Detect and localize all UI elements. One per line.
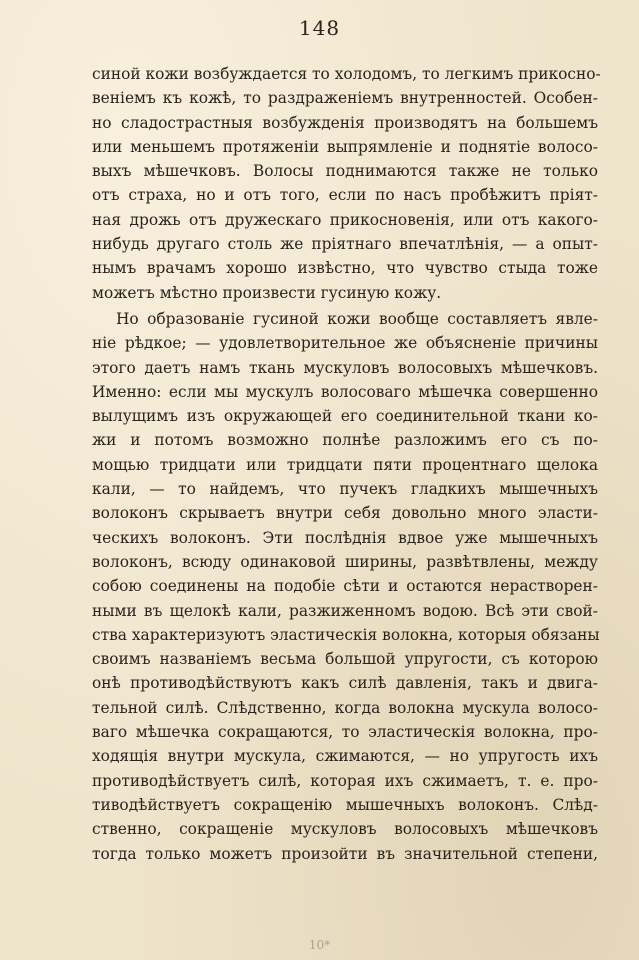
text-line: ными въ щелокѣ кали, разжиженномъ водою. Всѣ эти свой- — [92, 601, 598, 620]
text-line: волоконъ скрываетъ внутри себя довольно много эласти- — [92, 504, 598, 523]
signature-mark: 10* — [308, 938, 331, 952]
text-line: Но образованiе гусиной кожи вообще составляетъ явле- — [116, 309, 598, 328]
paragraph-2 — [92, 307, 598, 866]
text-line: противодѣйствуетъ силѣ, которая ихъ сжимаетъ, т. е. про- — [92, 771, 598, 790]
text-line: венiемъ къ кожѣ, то раздраженiемъ внутренностей. Особен- — [92, 89, 598, 108]
text-line: нибудь другаго столь же прiятнаго впечатлѣнiя, — а опыт- — [92, 235, 598, 254]
text-line: нiе рѣдкое; — удовлетворительное же объясненiе причины — [92, 334, 598, 353]
text-line: жи и потомъ возможно полнѣе разложимъ его съ по- — [92, 431, 598, 450]
text-line: синой кожи возбуждается то холодомъ, то легкимъ прикосно- — [92, 65, 601, 83]
text-line: но сладострастныя возбужденiя производятъ на большемъ — [92, 113, 598, 132]
text-line: вылущимъ изъ окружающей его соединительной ткани ко- — [92, 407, 598, 426]
text-line: выхъ мѣшечковъ. Волосы поднимаются также не только — [92, 162, 598, 181]
text-line: тельной силѣ. Слѣдственно, когда волокна мускула волосо- — [92, 698, 598, 717]
text-line: онѣ противодѣйствуютъ какъ силѣ давленiя, такъ и двига- — [92, 674, 598, 693]
text-line: ственно, сокращенiе мускуловъ волосовыхъ мѣшечковъ — [92, 820, 598, 839]
body-text — [92, 62, 601, 866]
text-line: ваго мѣшечка сокращаются, то эластическiя волокна, про- — [92, 723, 598, 742]
page-number: 148 — [298, 16, 341, 40]
text-line: ства характеризуютъ эластическiя волокна, которыя обязаны — [92, 625, 600, 644]
text-line: ная дрожь отъ дружескаго прикосновенiя, или отъ какого- — [92, 210, 598, 229]
text-line: Именно: если мы мускулъ волосоваго мѣшечка совершенно — [92, 382, 598, 401]
text-line: отъ страха, но и отъ того, если по насъ пробѣжитъ прiят- — [92, 186, 598, 205]
text-line: своимъ названiемъ весьма большой упругости, съ которою — [92, 650, 598, 669]
text-line: ходящiя внутри мускула, сжимаются, — но упругость ихъ — [92, 747, 598, 766]
text-line: собою соединены на подобiе сѣти и остаются нерастворен- — [92, 577, 598, 596]
paragraph-1 — [92, 62, 601, 305]
text-line: нымъ врачамъ хорошо извѣстно, что чувство стыда тоже — [92, 259, 598, 278]
text-line: этого даетъ намъ ткань мускуловъ волосовыхъ мѣшечковъ. — [92, 358, 598, 377]
text-line: или меньшемъ протяженiи выпрямленiе и поднятiе волосо- — [92, 137, 598, 156]
text-line: волоконъ, всюду одинаковой ширины, развѣтвлены, между — [92, 552, 598, 571]
text-line: можетъ мѣстно произвести гусиную кожу. — [92, 283, 442, 302]
text-line: ческихъ волоконъ. Эти послѣднiя вдвое уже мышечныхъ — [92, 528, 598, 547]
text-line: кали, — то найдемъ, что пучекъ гладкихъ мышечныхъ — [92, 480, 598, 499]
text-line: тогда только можетъ произойти въ значительной степени, — [92, 844, 598, 863]
text-line: мощью тридцати или тридцати пяти процентнаго щелока — [92, 455, 598, 474]
text-line: тиводѣйствуетъ сокращенiю мышечныхъ волоконъ. Слѣд- — [92, 795, 598, 814]
